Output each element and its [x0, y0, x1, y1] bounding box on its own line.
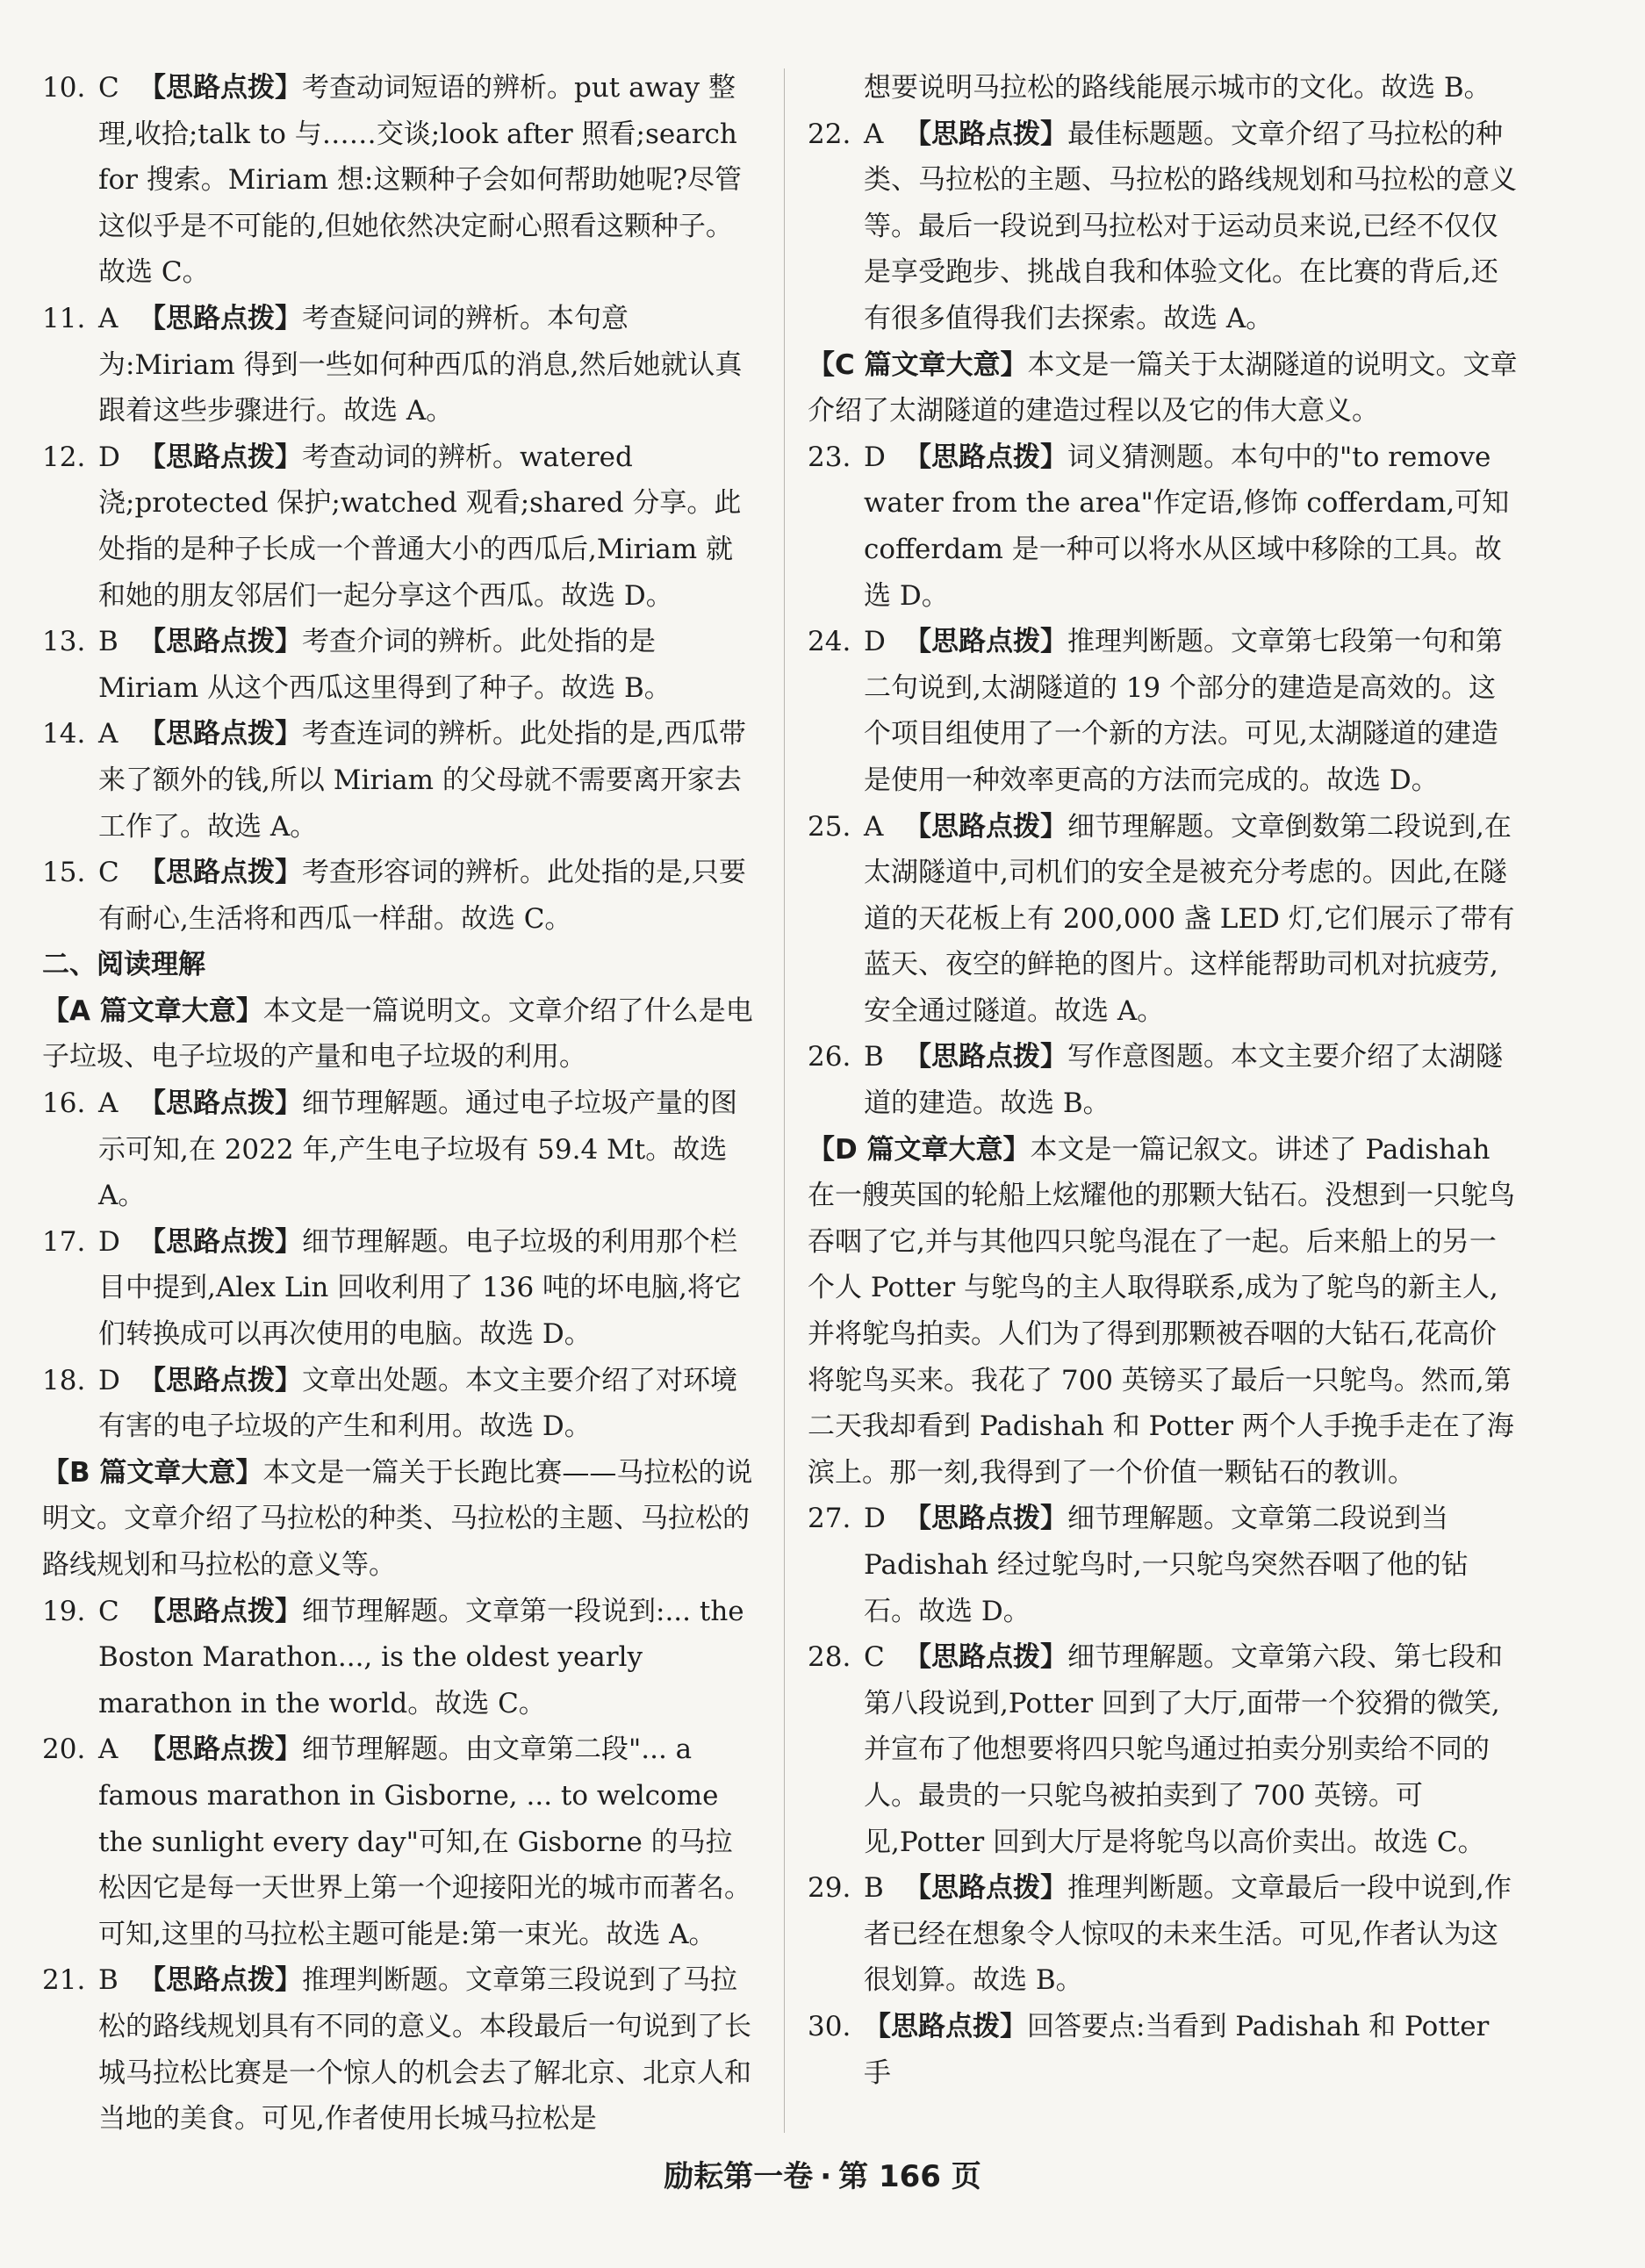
answer-letter: C — [98, 1595, 119, 1627]
explanation-text: 回答要点:当看到 Padishah 和 Potter 手 — [864, 2010, 1490, 2089]
explanation-text: 细节理解题。文章第一段说到:... the Boston Marathon..., is the oldest yearly marathon in the world。故选 C。 — [98, 1595, 744, 1719]
question-number: 18. — [42, 1364, 86, 1396]
column-divider — [784, 68, 785, 2133]
passage-c-tag: 【C 篇文章大意】 — [808, 348, 1028, 381]
hint-tag: 【思路点拨】 — [904, 118, 1067, 150]
passage-d-summary — [808, 1127, 1519, 1496]
question-number: 14. — [42, 718, 86, 750]
question-number: 27. — [808, 1503, 851, 1535]
answer-letter: C — [864, 1641, 885, 1674]
answer-item — [42, 711, 753, 850]
answer-letter: A — [864, 810, 884, 843]
right-column — [808, 65, 1519, 2096]
passage-d-tag: 【D 篇文章大意】 — [808, 1133, 1031, 1166]
answer-item — [42, 1219, 753, 1358]
answer-letter: D — [864, 441, 886, 473]
answer-letter: B — [864, 1041, 884, 1073]
hint-tag: 【思路点拨】 — [904, 441, 1067, 473]
answer-letter: A — [98, 718, 119, 750]
answer-item — [808, 1496, 1519, 1634]
answer-item — [42, 1589, 753, 1727]
hint-tag: 【思路点拨】 — [904, 1503, 1067, 1535]
passage-a-summary — [42, 988, 753, 1080]
hint-tag: 【思路点拨】 — [139, 626, 302, 658]
answer-item — [808, 1634, 1519, 1865]
hint-tag: 【思路点拨】 — [139, 1225, 302, 1258]
question-number: 16. — [42, 1087, 86, 1120]
footer-separator: · — [820, 2159, 832, 2194]
hint-tag: 【思路点拨】 — [904, 626, 1067, 658]
answer-letter: A — [98, 1087, 119, 1120]
question-number: 21. — [42, 1964, 86, 1997]
hint-tag: 【思路点拨】 — [139, 441, 302, 473]
passage-a-tag: 【A 篇文章大意】 — [42, 994, 263, 1027]
answer-item — [42, 1726, 753, 1957]
answer-item — [808, 619, 1519, 803]
question-number: 19. — [42, 1595, 86, 1627]
answer-item — [42, 1957, 753, 2142]
question-number: 29. — [808, 1872, 851, 1905]
answer-letter: B — [98, 626, 119, 658]
explanation-text: 细节理解题。文章倒数第二段说到,在太湖隧道中,司机们的安全是被充分考虑的。因此,在隧道的天花板上有 200,000 盏 LED 灯,它们展示了带有蓝天、夜空的鲜艳的图片。这样能帮助司机对抗疲劳,安全通过隧道。故选 A。 — [864, 810, 1515, 1027]
answer-item — [808, 804, 1519, 1035]
question-number: 17. — [42, 1225, 86, 1258]
explanation-text: 考查形容词的辨析。此处指的是,只要有耐心,生活将和西瓜一样甜。故选 C。 — [98, 857, 746, 935]
passage-d-text: 本文是一篇记叙文。讲述了 Padishah 在一艘英国的轮船上炫耀他的那颗大钻石。没想到一只鸵鸟吞咽了它,并与其他四只鸵鸟混在了一起。后来船上的另一个人 Potter 与鸵鸟的主人取得联系,成为了鸵鸟的新主人,并将鸵鸟拍卖。人们为了得到那颗被吞咽的大钻石,花高价将鸵鸟买来。我花了 700 英镑买了最后一只鸵鸟。然而,第二天我却看到 Padishah 和 Potter 两个人手挽手走在了海滨上。那一刻,我得到了一个价值一颗钻石的教训。 — [808, 1133, 1515, 1489]
passage-a-text: 本文是一篇说明文。文章介绍了什么是电子垃圾、电子垃圾的产量和电子垃圾的利用。 — [42, 994, 753, 1073]
hint-tag: 【思路点拨】 — [139, 1595, 302, 1627]
explanation-text: 细节理解题。文章第六段、第七段和第八段说到,Potter 回到了大厅,面带一个狡猾的微笑,并宣布了他想要将四只鸵鸟通过拍卖分别卖给不同的人。最贵的一只鸵鸟被拍卖到了 700 英镑。可见,Potter 回到大厅是将鸵鸟以高价卖出。故选 C。 — [864, 1641, 1503, 1858]
answer-item — [42, 1358, 753, 1450]
explanation-text: 最佳标题题。文章介绍了马拉松的种类、马拉松的主题、马拉松的路线规划和马拉松的意义等。最后一段说到马拉松对于运动员来说,已经不仅仅是享受跑步、挑战自我和体验文化。在比赛的背后,还有很多值得我们去探索。故选 A。 — [864, 118, 1517, 334]
passage-c-summary — [808, 342, 1519, 434]
hint-tag: 【思路点拨】 — [139, 857, 302, 889]
question-number: 24. — [808, 626, 851, 658]
hint-tag: 【思路点拨】 — [864, 2010, 1027, 2042]
continued-answer-21: 想要说明马拉松的路线能展示城市的文化。故选 B。 — [864, 72, 1491, 104]
hint-tag: 【思路点拨】 — [139, 718, 302, 750]
answer-item — [42, 65, 753, 296]
footer-book-title: 励耘第一卷 — [664, 2159, 814, 2194]
answer-letter: D — [864, 626, 886, 658]
question-number: 22. — [808, 118, 851, 150]
explanation-text: 词义猜测题。本句中的"to remove water from the area"作定语,修饰 cofferdam,可知 cofferdam 是一种可以将水从区域中移除的工具。故选 D。 — [864, 441, 1510, 612]
answer-item — [42, 850, 753, 942]
explanation-text: 写作意图题。本文主要介绍了太湖隧道的建造。故选 B。 — [864, 1041, 1503, 1120]
answer-letter: B — [98, 1964, 119, 1997]
explanation-text: 考查动词的辨析。watered 浇;protected 保护;watched 观看;shared 分享。此处指的是种子长成一个普通大小的西瓜后,Miriam 就和她的朋友邻居们一起分享这个西瓜。故选 D。 — [98, 441, 742, 612]
hint-tag: 【思路点拨】 — [139, 1087, 302, 1120]
explanation-text: 文章出处题。本文主要介绍了对环境有害的电子垃圾的产生和利用。故选 D。 — [98, 1364, 737, 1443]
answer-item — [808, 1034, 1519, 1126]
question-number: 30. — [808, 2010, 851, 2042]
hint-tag: 【思路点拨】 — [139, 1733, 302, 1766]
explanation-text: 考查疑问词的辨析。本句意为:Miriam 得到一些如何种西瓜的消息,然后她就认真跟着这些步骤进行。故选 A。 — [98, 302, 743, 427]
answer-item — [42, 296, 753, 434]
passage-c-text: 本文是一篇关于太湖隧道的说明文。文章介绍了太湖隧道的建造过程以及它的伟大意义。 — [808, 348, 1518, 427]
question-number: 23. — [808, 441, 851, 473]
explanation-text: 考查动词短语的辨析。put away 整理,收拾;talk to 与……交谈;look after 照看;search for 搜索。Miriam 想:这颗种子会如何帮助她呢?尽管这似乎是不可能的,但她依然决定耐心照看这颗种子。故选 C。 — [98, 72, 742, 289]
question-number: 10. — [42, 72, 86, 104]
question-number: 12. — [42, 441, 86, 473]
explanation-text: 细节理解题。通过电子垃圾产量的图示可知,在 2022 年,产生电子垃圾有 59.4 Mt。故选 A。 — [98, 1087, 737, 1212]
explanation-text: 细节理解题。由文章第二段"... a famous marathon in Gisborne, ... to welcome the sunlight every day"可知,在 Gisborne 的马拉松因它是每一天世界上第一个迎接阳光的城市而著名。可知,这里的马拉松主题可能是:第一束光。故选 A。 — [98, 1733, 751, 1950]
answer-letter: C — [98, 72, 119, 104]
answer-item — [42, 619, 753, 711]
hint-tag: 【思路点拨】 — [139, 302, 302, 334]
hint-tag: 【思路点拨】 — [904, 1041, 1067, 1073]
explanation-text: 细节理解题。文章第二段说到当 Padishah 经过鸵鸟时,一只鸵鸟突然吞咽了他的钻石。故选 D。 — [864, 1503, 1469, 1627]
answer-item — [42, 434, 753, 619]
answer-letter: D — [98, 441, 120, 473]
explanation-text: 推理判断题。文章第七段第一句和第二句说到,太湖隧道的 19 个部分的建造是高效的。这个项目组使用了一个新的方法。可见,太湖隧道的建造是使用一种效率更高的方法而完成的。故选 D。 — [864, 626, 1503, 796]
answer-letter: D — [98, 1364, 120, 1396]
section-heading-reading: 二、阅读理解 — [42, 949, 205, 981]
answer-item — [808, 1865, 1519, 2004]
question-number: 11. — [42, 302, 86, 334]
answer-letter: D — [864, 1503, 886, 1535]
explanation-text: 细节理解题。电子垃圾的利用那个栏目中提到,Alex Lin 回收利用了 136 吨的坏电脑,将它们转换成可以再次使用的电脑。故选 D。 — [98, 1225, 742, 1351]
answer-letter: A — [864, 118, 884, 150]
hint-tag: 【思路点拨】 — [139, 1364, 302, 1396]
answer-item — [808, 434, 1519, 619]
passage-b-text: 本文是一篇关于长跑比赛——马拉松的说明文。文章介绍了马拉松的种类、马拉松的主题、马拉松的路线规划和马拉松的意义等。 — [42, 1456, 753, 1581]
question-number: 26. — [808, 1041, 851, 1073]
explanation-text: 推理判断题。文章最后一段中说到,作者已经在想象令人惊叹的未来生活。可见,作者认为这很划算。故选 B。 — [864, 1872, 1512, 1997]
answer-letter: C — [98, 857, 119, 889]
left-column — [42, 65, 753, 2142]
hint-tag: 【思路点拨】 — [139, 1964, 302, 1997]
answer-item — [808, 2004, 1519, 2096]
question-number: 28. — [808, 1641, 851, 1674]
answer-letter: D — [98, 1225, 120, 1258]
hint-tag: 【思路点拨】 — [904, 1872, 1067, 1905]
explanation-text: 考查连词的辨析。此处指的是,西瓜带来了额外的钱,所以 Miriam 的父母就不需要离开家去工作了。故选 A。 — [98, 718, 746, 843]
explanation-text: 考查介词的辨析。此处指的是 Miriam 从这个西瓜这里得到了种子。故选 B。 — [98, 626, 672, 704]
explanation-text: 推理判断题。文章第三段说到了马拉松的路线规划具有不同的意义。本段最后一句说到了长城马拉松比赛是一个惊人的机会去了解北京、北京人和当地的美食。可见,作者使用长城马拉松是 — [98, 1964, 751, 2135]
answer-letter: B — [864, 1872, 884, 1905]
answer-letter: A — [98, 1733, 119, 1766]
question-number: 13. — [42, 626, 86, 658]
passage-b-summary — [42, 1450, 753, 1589]
footer-page-number: 第 166 页 — [838, 2159, 981, 2194]
answer-item — [808, 111, 1519, 342]
question-number: 20. — [42, 1733, 86, 1766]
hint-tag: 【思路点拨】 — [139, 72, 302, 104]
hint-tag: 【思路点拨】 — [904, 810, 1067, 843]
passage-b-tag: 【B 篇文章大意】 — [42, 1456, 263, 1489]
answer-item — [42, 1080, 753, 1219]
page-footer — [0, 2152, 1645, 2195]
answer-letter: A — [98, 302, 119, 334]
question-number: 15. — [42, 857, 86, 889]
question-number: 25. — [808, 810, 851, 843]
hint-tag: 【思路点拨】 — [904, 1641, 1067, 1674]
